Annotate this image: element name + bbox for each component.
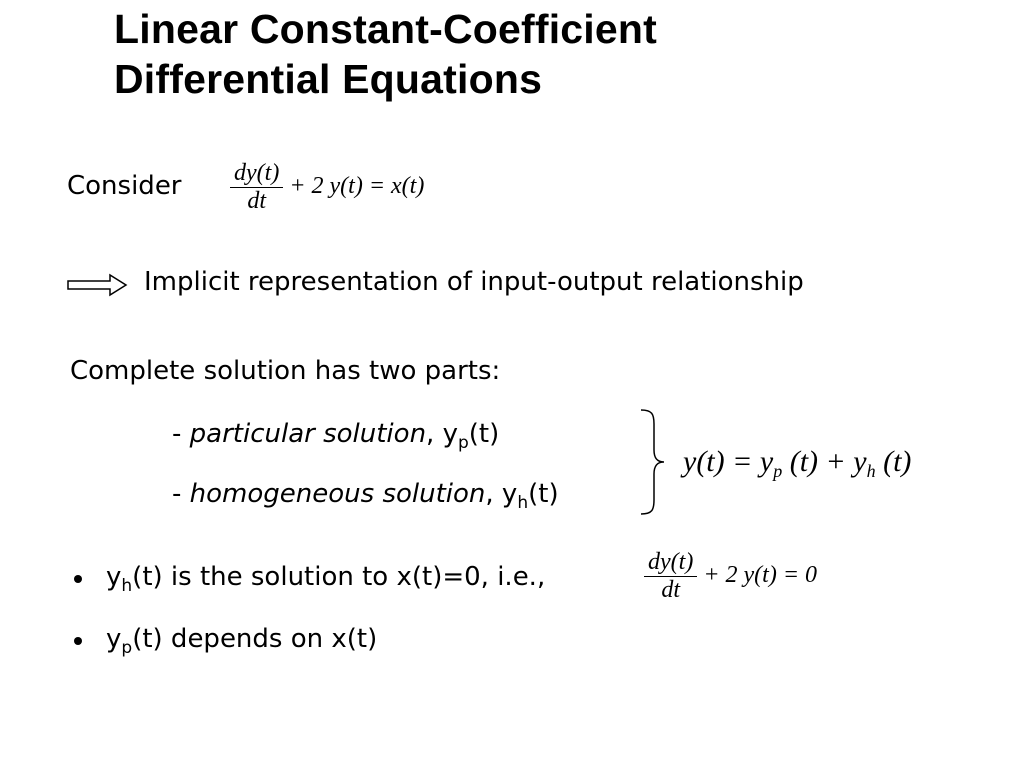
right-brace-icon <box>638 408 668 516</box>
yp-arg: (t) + <box>782 445 854 478</box>
slide-title <box>114 4 657 104</box>
yh-subscript: h <box>866 461 876 481</box>
particular-sep: , y <box>426 419 458 449</box>
homogeneous-sep: , y <box>485 479 518 509</box>
fraction-numerator: dy(t) <box>230 160 283 188</box>
sum-lhs: y(t) = <box>683 445 760 478</box>
particular-dash: - <box>172 419 190 449</box>
consider-label: Consider <box>67 171 182 201</box>
yp-label-subscript: p <box>121 638 133 658</box>
bullet-item-yp <box>106 623 377 658</box>
yh-label-text: (t) is the solution to x(t)=0, i.e., <box>132 562 546 592</box>
yp-label-text: (t) depends on x(t) <box>132 624 378 654</box>
yh-label-base: y <box>106 562 122 592</box>
homogeneous-equation <box>644 549 817 604</box>
yh-arg: (t) <box>875 445 912 478</box>
implicit-text: Implicit representation of input-output relationship <box>144 267 804 297</box>
equation-rhs: + 2 y(t) = x(t) <box>289 173 425 200</box>
right-arrow-icon <box>66 273 128 297</box>
homogeneous-subscript: h <box>517 493 529 513</box>
yp-base: y <box>759 445 774 478</box>
bullet-dot <box>74 575 82 583</box>
homogeneous-dash: - <box>172 479 190 509</box>
consider-equation <box>230 160 424 215</box>
homogeneous-term: homogeneous solution <box>189 479 486 509</box>
derivative-fraction <box>230 160 283 215</box>
particular-term: particular solution <box>189 419 427 449</box>
particular-subscript: p <box>457 433 469 453</box>
particular-arg: (t) <box>468 419 500 449</box>
homogeneous-arg: (t) <box>528 479 559 509</box>
homogeneous-equation-rhs: + 2 y(t) = 0 <box>703 562 818 589</box>
yh-base: y <box>853 445 867 478</box>
yp-label-base: y <box>106 624 122 654</box>
bullet-item-yh <box>106 561 545 596</box>
homogeneous-line <box>172 478 559 513</box>
solution-sum-equation <box>683 445 911 479</box>
particular-line <box>172 418 499 453</box>
title-line-2: Differential Equations <box>114 56 543 102</box>
complete-heading: Complete solution has two parts: <box>70 356 501 386</box>
title-line-1: Linear Constant-Coefficient <box>114 6 657 52</box>
bullet-dot <box>74 637 82 645</box>
fraction-denominator: dt <box>247 188 266 214</box>
yp-subscript: p <box>773 461 783 481</box>
homogeneous-fraction-numerator: dy(t) <box>644 549 697 577</box>
homogeneous-derivative-fraction <box>644 549 697 604</box>
homogeneous-fraction-denominator: dt <box>661 577 680 603</box>
yh-label-subscript: h <box>121 576 133 596</box>
